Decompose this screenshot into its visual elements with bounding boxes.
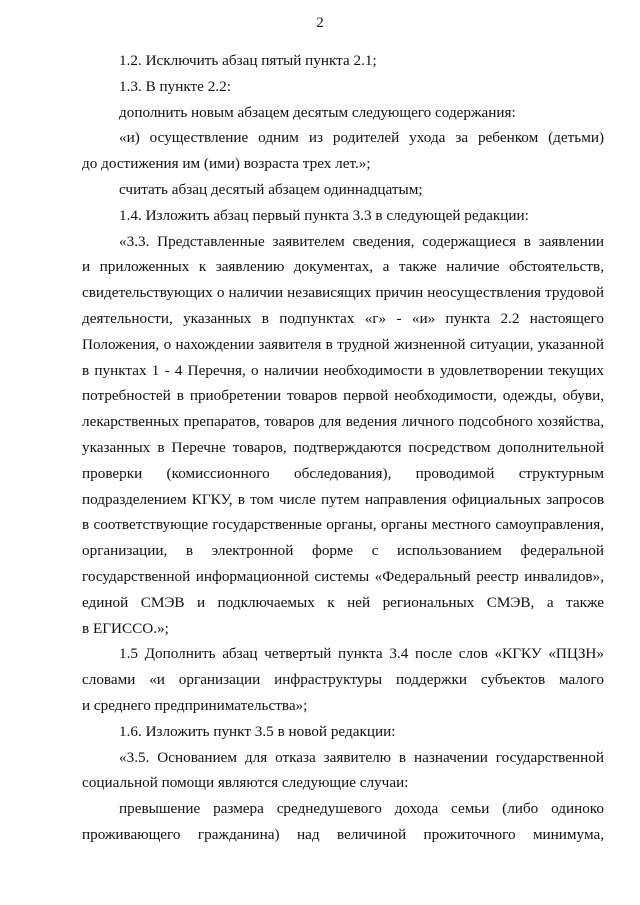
- text-line: превышение размера среднедушевого дохода семьи (либо одиноко: [119, 800, 604, 818]
- text-line: организации, в электронной форме с использованием федеральной: [82, 542, 604, 560]
- text-line: «3.5. Основанием для отказа заявителю в назначении государственной: [119, 748, 604, 766]
- text-line: социальной помощи являются следующие случаи:: [82, 774, 409, 792]
- page-number: 2: [316, 15, 324, 31]
- text-line: и среднего предпринимательства»;: [82, 696, 308, 714]
- text-line: 1.4. Изложить абзац первый пункта 3.3 в следующей редакции:: [119, 206, 529, 224]
- text-line: проверки (комиссионного обследования), проводимой структурным: [82, 464, 604, 482]
- text-line: и приложенных к заявлению документах, а также наличие обстоятельств,: [82, 258, 604, 276]
- text-line: 1.3. В пункте 2.2:: [119, 77, 231, 95]
- text-line: лекарственных препаратов, товаров для ведения личного подсобного хозяйства,: [82, 413, 604, 431]
- text-line: 1.5 Дополнить абзац четвертый пункта 3.4 после слов «КГКУ «ПЦЗН»: [119, 645, 604, 663]
- text-line: до достижения им (ими) возраста трех лет.»;: [82, 155, 371, 173]
- text-line: считать абзац десятый абзацем одиннадцатым;: [119, 180, 423, 198]
- text-line: в соответствующие государственные органы, органы местного самоуправления,: [82, 516, 604, 534]
- text-line: словами «и организации инфраструктуры поддержки субъектов малого: [82, 671, 604, 689]
- text-line: потребностей в приобретении товаров первой необходимости, одежды, обуви,: [82, 387, 604, 405]
- text-line: деятельности, указанных в подпунктах «г» - «и» пункта 2.2 настоящего: [82, 309, 604, 327]
- text-line: указанных в Перечне товаров, подтверждаются посредством дополнительной: [82, 438, 604, 456]
- text-line: «и) осуществление одним из родителей ухода за ребенком (детьми): [119, 129, 604, 147]
- text-line: свидетельствующих о наличии независящих причин неосуществления трудовой: [82, 284, 604, 302]
- text-line: проживающего гражданина) над величиной прожиточного минимума,: [82, 825, 604, 843]
- text-line: Положения, о нахождении заявителя в трудной жизненной ситуации, указанной: [82, 335, 604, 353]
- text-line: единой СМЭВ и подключаемых к ней региональных СМЭВ, а также: [82, 593, 604, 611]
- text-line: в ЕГИССО.»;: [82, 619, 169, 637]
- text-line: дополнить новым абзацем десятым следующего содержания:: [119, 103, 516, 121]
- document-body: [82, 48, 604, 848]
- text-line: государственной информационной системы «Федеральный реестр инвалидов»,: [82, 567, 604, 585]
- text-line: «3.3. Представленные заявителем сведения, содержащиеся в заявлении: [119, 232, 604, 250]
- text-line: подразделением КГКУ, в том числе путем направления официальных запросов: [82, 490, 604, 508]
- text-line: 1.6. Изложить пункт 3.5 в новой редакции:: [119, 722, 396, 740]
- text-line: 1.2. Исключить абзац пятый пункта 2.1;: [119, 52, 377, 69]
- text-line: в пунктах 1 - 4 Перечня, о наличии необходимости в удовлетворении текущих: [82, 361, 604, 379]
